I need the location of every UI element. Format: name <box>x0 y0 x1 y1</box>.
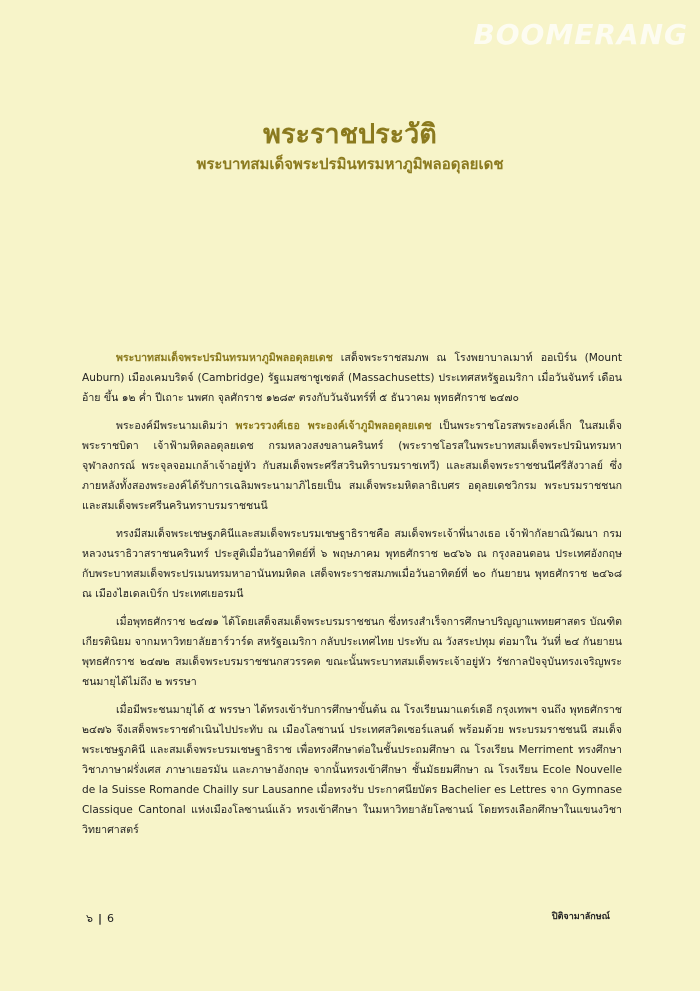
paragraph-4-text: เมื่อพุทธศักราช ๒๔๗๑ ได้โดยเสด็จสมเด็จพระบรมราชชนก ซึ่งทรงสำเร็จการศึกษาปริญญาแพทยศาสตร บัณฑิต เกียรตินิยม จากมหาวิทยาลัยฮาร์วาร์ด สหรัฐอเมริกา กลับประเทศไทย ประทับ ณ วังสระปทุม ต่อมาใน วันที่ ๒๔ กันยายน พุทธศักราช ๒๔๗๒ สมเด็จพระบรมราชชนกสวรรคต ขณะนั้นพระบาทสมเด็จพระเจ้าอยู่หัว รัชกาลปัจจุบันทรงเจริญพระชนมายุได้ไม่ถึง ๒ พรรษา <box>82 616 622 688</box>
paragraph-2-text: เป็นพระราชโอรสพระองค์เล็ก ในสมเด็จพระราชบิดา เจ้าฟ้ามหิดลอดุลยเดช กรมหลวงสงขลานครินทร์ (พระราชโอรสในพระบาทสมเด็จพระปรมินทรมหาจุฬาลงกรณ์ พระจุลจอมเกล้าเจ้าอยู่หัว กับสมเด็จพระศรีสวรินทิราบรมราชเทวี) และสมเด็จพระราชชนนีศรีสังวาลย์ ซึ่งภายหลังทั้งสองพระองค์ได้รับการเฉลิมพระนามาภิไธยเป็น สมเด็จพระมหิตลาธิเบศร อดุลยเดชวิกรม พระบรมราชชนก และสมเด็จพระศรีนครินทราบรมราชชนนี <box>82 420 622 512</box>
paragraph-5 <box>82 700 622 840</box>
paragraph-3 <box>82 524 622 604</box>
paragraph-2 <box>82 416 622 516</box>
paragraph-1-highlight: พระบาทสมเด็จพระปรมินทรมหาภูมิพลอดุลยเดช <box>116 352 333 364</box>
paragraph-1 <box>82 348 622 408</box>
page-number-thai: ๖ <box>86 912 93 925</box>
paragraph-1-text: เสด็จพระราชสมภพ ณ โรงพยาบาลเมาท์ ออเบิร์น (Mount Auburn) เมืองเคมบริดจ์ (Cambridge) รัฐแมสซาชูเซตส์ (Massachusetts) ประเทศสหรัฐอเมริกา เมื่อวันจันทร์ เดือนอ้าย ขึ้น ๑๒ ค่ำ ปีเถาะ นพศก จุลศักราช ๑๒๘๙ ตรงกับวันจันทร์ที่ ๕ ธันวาคม พุทธศักราช ๒๔๗๐ <box>82 352 622 404</box>
paragraph-5-text: เมื่อมีพระชนมายุได้ ๕ พรรษา ได้ทรงเข้ารับการศึกษาขั้นต้น ณ โรงเรียนมาแตร์เดอี กรุงเทพฯ จนถึง พุทธศักราช ๒๔๗๖ จึงเสด็จพระราชดำเนินไปประทับ ณ เมืองโลซานน์ ประเทศสวิตเซอร์แลนด์ พร้อมด้วย พระบรมราชชนนี สมเด็จพระเชษฐภคินี และสมเด็จพระบรมเชษฐาธิราช เพื่อทรงศึกษาต่อในชั้นประถมศึกษา ณ โรงเรียน Merriment ทรงศึกษาวิชาภาษาฝรั่งเศส ภาษาเยอรมัน และภาษาอังกฤษ จากนั้นทรงเข้าศึกษา ชั้นมัธยมศึกษา ณ โรงเรียน Ecole Nouvelle de la Suisse Romande Chailly sur Lausanne เมื่อทรงรับ ประกาศนียบัตร Bachelier es Lettres จาก Gymnase Classique Cantonal แห่งเมืองโลซานน์แล้ว ทรงเข้าศึกษา ในมหาวิทยาลัยโลซานน์ โดยทรงเลือกศึกษาในแขนงวิชาวิทยาศาสตร์ <box>82 704 622 836</box>
paragraph-2-highlight: พระวรวงศ์เธอ พระองค์เจ้าภูมิพลอดุลยเดช <box>235 420 432 432</box>
paragraph-3-text: ทรงมีสมเด็จพระเชษฐภคินีและสมเด็จพระบรมเชษฐาธิราชคือ สมเด็จพระเจ้าพี่นางเธอ เจ้าฟ้ากัลยาณิวัฒนา กรมหลวงนราธิวาสราชนครินทร์ ประสูติเมื่อวันอาทิตย์ที่ ๖ พฤษภาคม พุทธศักราช ๒๔๖๖ ณ กรุงลอนดอน ประเทศอังกฤษ กับพระบาทสมเด็จพระปรเมนทรมหาอานันทมหิดล เสด็จพระราชสมภพเมื่อวันอาทิตย์ที่ ๒๐ กันยายน พุทธศักราช ๒๔๖๘ ณ เมืองไฮเดลเบิร์ก ประเทศเยอรมนี <box>82 528 622 600</box>
page-subtitle: พระบาทสมเด็จพระปรมินทรมหาภูมิพลอดุลยเดช <box>196 155 504 173</box>
page-number-separator: | <box>97 912 103 925</box>
page-number <box>86 909 114 927</box>
document-body <box>82 348 622 848</box>
watermark-logo: BOOMERANG <box>473 18 688 51</box>
footer-publication: ปิติจามาลักษณ์ <box>551 912 610 922</box>
paragraph-4 <box>82 612 622 692</box>
page-title: พระราชประวัติ <box>263 119 437 150</box>
paragraph-2-prefix: พระองค์มีพระนามเดิมว่า <box>116 420 236 432</box>
page-number-arabic: 6 <box>107 912 115 925</box>
